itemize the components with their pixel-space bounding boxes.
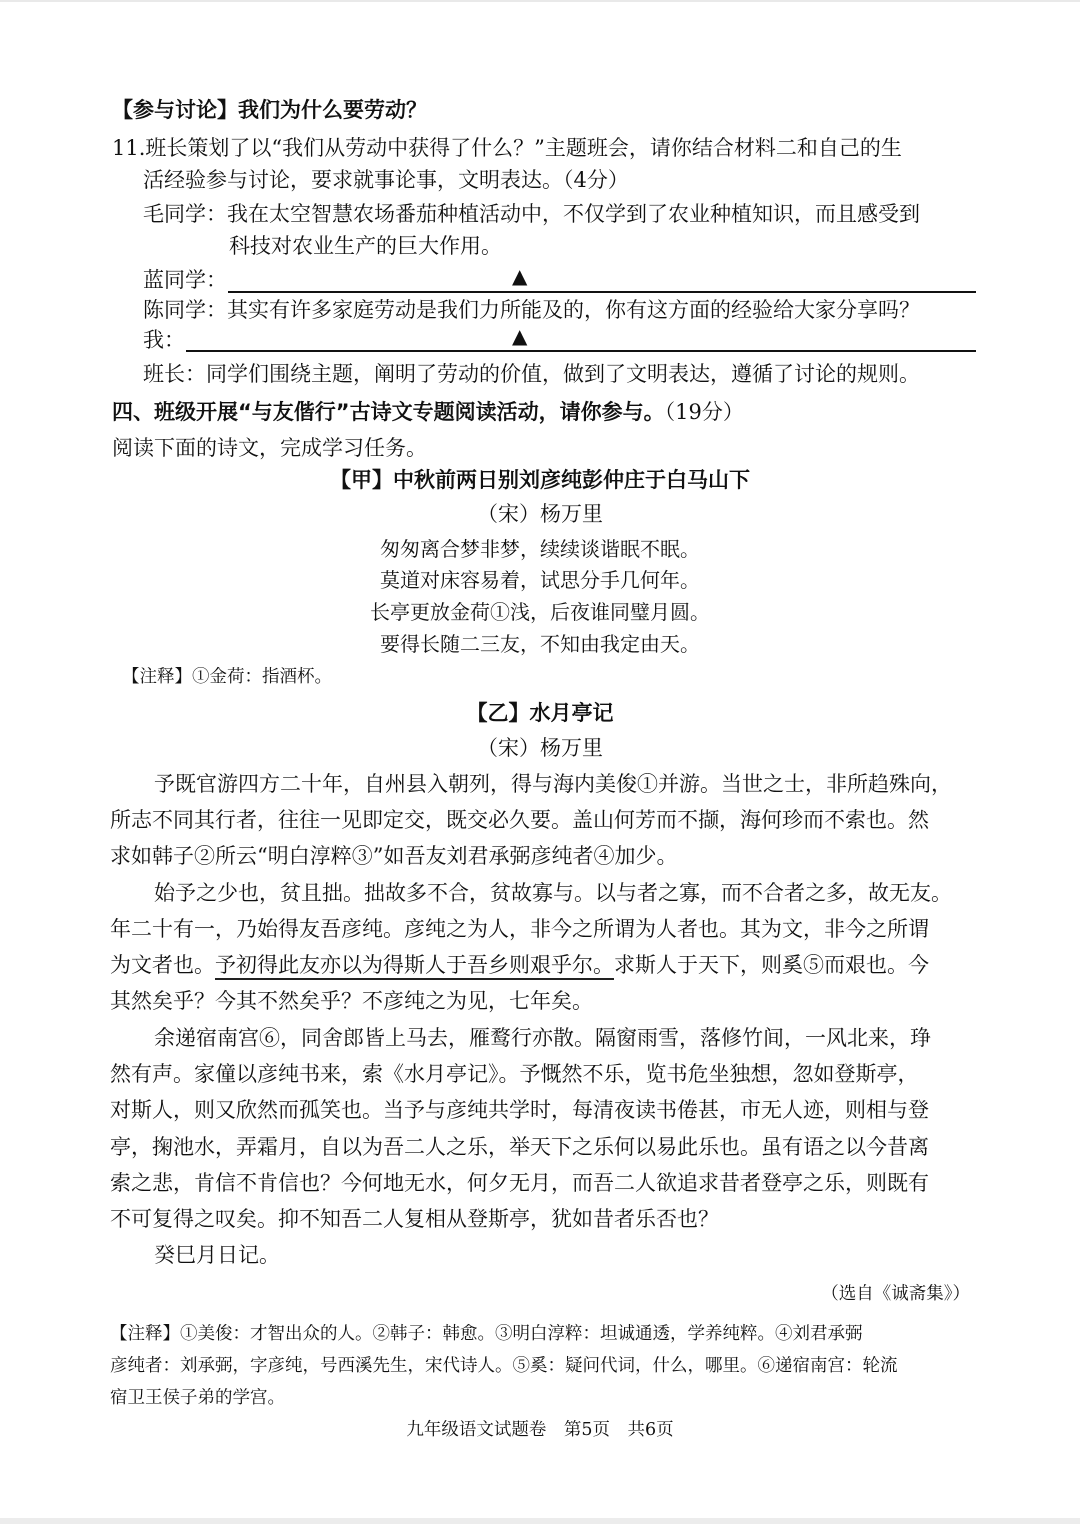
poem-jia-author: （宋）杨万里 <box>477 502 603 526</box>
prose-note-line: 彦纯者：刘承弼，字彦纯，号西溪先生，宋代诗人。⑤奚：疑问代词，什么，哪里。⑥递宿南宫：轮流 <box>110 1356 898 1376</box>
poem-jia-note: 【注释】①金荷：指酒杯。 <box>122 667 332 687</box>
scan-edge-bottom <box>0 1518 1080 1524</box>
poem-jia-title: 【甲】中秋前两日别刘彦纯彭仲庄于白马山下 <box>330 468 750 492</box>
poem-jia-line: 要得长随二三友，不知由我定由天。 <box>380 632 700 656</box>
prose-yi-author: （宋）杨万里 <box>477 736 603 760</box>
prose-line: 所志不同其行者，往往一见即定交，既交必久要。盖山何芳而不撷，海何珍而不索也。然 <box>110 808 929 832</box>
prose-line: 索之悲，肯信不肯信也？今何地无水，何夕无月，而吾二人欲追求昔者登亭之乐，则既有 <box>110 1171 929 1195</box>
prose-line: 求如韩子②所云“明白淳粹③”如吾友刘君承弼彦纯者④加少。 <box>110 844 678 868</box>
question-11-line-1: 11.班长策划了以“我们从劳动中获得了什么？”主题班会，请你结合材料二和自己的生 <box>112 136 902 160</box>
poem-jia-line: 匆匆离合梦非梦，续续谈谐眠不眠。 <box>380 537 700 561</box>
answer-blank-lan[interactable] <box>228 291 976 293</box>
discussion-heading: 【参与讨论】我们为什么要劳动？ <box>112 98 427 122</box>
prose-yi-title: 【乙】水月亭记 <box>466 701 614 725</box>
student-me-label: 我： <box>143 328 185 352</box>
section-4-score: （19分） <box>664 400 744 424</box>
student-chen: 陈同学：其实有许多家庭劳动是我们力所能及的，你有这方面的经验给大家分享吗？ <box>143 298 920 322</box>
underlined-sentence: 予初得此友亦以为得斯人于吾乡则艰乎尔。 <box>215 953 614 980</box>
section-4-title: 四、班级开展“与友偕行”古诗文专题阅读活动，请你参与。 <box>112 400 665 424</box>
student-mao-line-1: 毛同学：我在太空智慧农场番茄种植活动中，不仅学到了农业种植知识，而且感受到 <box>143 202 920 226</box>
page-footer: 九年级语文试题卷 第5页 共6页 <box>406 1420 674 1440</box>
prose-line-end: 求斯人于天下，则奚⑤而艰也。今 <box>614 953 929 977</box>
prose-line: 然有声。家僮以彦纯书来，索《水月亭记》。予慨然不乐，览书危坐独想，忽如登斯亭， <box>110 1062 919 1086</box>
prose-line-start: 为文者也。 <box>110 953 215 977</box>
prose-line: 亭，掬池水，弄霜月，自以为吾二人之乐，举天下之乐何以易此乐也。虽有语之以今昔离 <box>110 1135 929 1159</box>
student-lan-label: 蓝同学： <box>143 268 227 292</box>
prose-line-with-underline <box>110 951 929 979</box>
scan-edge-top <box>0 0 1080 2</box>
question-11-line-2: 活经验参与讨论，要求就事论事，文明表达。（4分） <box>143 168 629 192</box>
answer-blank-me[interactable] <box>186 350 976 352</box>
monitor-summary: 班长：同学们围绕主题，阐明了劳动的价值，做到了文明表达，遵循了讨论的规则。 <box>143 362 920 386</box>
answer-marker-lan: ▲ <box>512 264 528 288</box>
prose-line: 不可复得之叹矣。抑不知吾二人复相从登斯亭，犹如昔者乐否也？ <box>110 1207 719 1231</box>
prose-line: 其然矣乎？今其不然矣乎？不彦纯之为见，七年矣。 <box>110 989 593 1013</box>
prose-note-line: 【注释】①美俊：才智出众的人。②韩子：韩愈。③明白淳粹：坦诚通透，学养纯粹。④刘君承弼 <box>110 1324 863 1344</box>
reading-instruction: 阅读下面的诗文，完成学习任务。 <box>112 436 427 460</box>
prose-line: 年二十有一，乃始得友吾彦纯。彦纯之为人，非今之所谓为人者也。其为文，非今之所谓 <box>110 917 929 941</box>
prose-line: 对斯人，则又欣然而孤笑也。当予与彦纯共学时，每清夜读书倦甚，市无人迹，则相与登 <box>110 1098 929 1122</box>
student-mao-line-2: 科技对农业生产的巨大作用。 <box>229 234 502 258</box>
section-4-heading <box>112 398 744 426</box>
prose-line: 予既官游四方二十年，自州县入朝列，得与海内美俊①并游。当世之士，非所趋殊向， <box>154 772 952 796</box>
prose-line: 余递宿南宫⑥，同舍郎皆上马去，雁鹜行亦散。隔窗雨雪，落修竹间，一风北来，琤 <box>154 1026 931 1050</box>
prose-source: （选自《诚斋集》） <box>821 1284 970 1304</box>
poem-jia-line: 莫道对床容易着，试思分手几何年。 <box>380 568 700 592</box>
answer-marker-me: ▲ <box>512 324 528 348</box>
prose-note-line: 宿卫王侯子弟的学宫。 <box>110 1388 285 1408</box>
poem-jia-line: 长亭更放金荷①浅，后夜谁同璧月圆。 <box>370 600 710 624</box>
prose-line: 始予之少也，贫且拙。拙故多不合，贫故寡与。以与者之寡，而不合者之多，故无友。 <box>154 881 952 905</box>
prose-line: 癸巳月日记。 <box>154 1243 280 1267</box>
